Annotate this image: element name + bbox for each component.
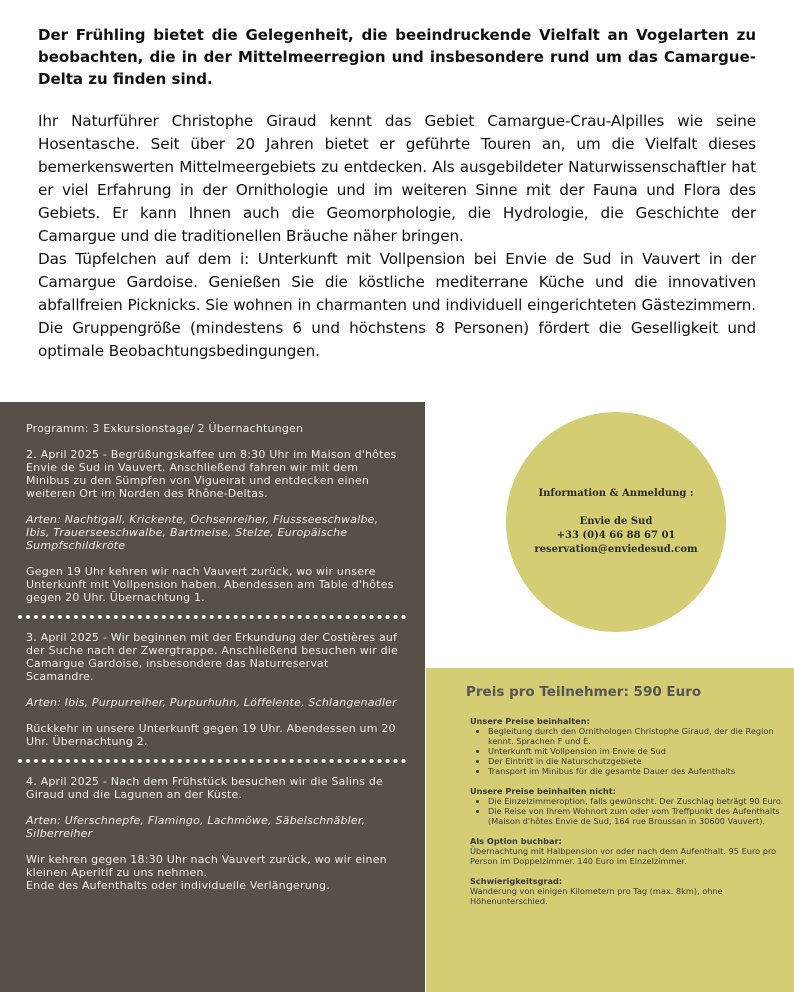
price-box (426, 668, 794, 992)
day1-closing: Gegen 19 Uhr kehren wir nach Vauvert zurück, wo wir unsere Unterkunft mit Vollpension haben. Abendessen am Table d'hôtes gegen 20 Uhr. Übernachtung 1. (26, 565, 394, 604)
dotted-divider (18, 615, 406, 619)
included-heading: Unsere Preise beinhalten: (470, 716, 590, 726)
list-item: • Transport im Minibus für die gesamte Dauer des Aufenthalts (488, 766, 788, 776)
list-item: • Die Einzelzimmeroption, falls gewünscht. Der Zuschlag beträgt 90 Euro. (488, 796, 788, 806)
included-list (488, 726, 788, 776)
excluded-list (488, 796, 788, 826)
difficulty-heading: Schwierigkeitsgrad: (470, 876, 563, 886)
price-details (470, 716, 788, 916)
day3-species: Arten: Uferschnepfe, Flamingo, Lachmöwe, Säbelschnäbler, Silberreiher (26, 814, 366, 840)
contact-phone: +33 (0)4 66 88 67 01 (556, 530, 676, 541)
price-title: Preis pro Teilnehmer: 590 Euro (466, 684, 702, 700)
program-heading: Programm: 3 Exkursionstage/ 2 Übernachtungen (26, 422, 304, 435)
list-item: • Begleitung durch den Ornithologen Christophe Giraud, der die Region kennt. Sprachen F und E. (488, 726, 788, 746)
program-content (26, 422, 398, 892)
dotted-divider (18, 759, 406, 763)
list-item: • Unterkunft mit Vollpension im Envie de Sud (488, 746, 788, 756)
contact-name: Envie de Sud (579, 516, 653, 527)
day2-closing: Rückkehr in unsere Unterkunft gegen 19 Uhr. Abendessen um 20 Uhr. Übernachtung 2. (26, 722, 396, 748)
option-heading: Als Option buchbar: (470, 836, 562, 846)
day2-text: 3. April 2025 - Wir beginnen mit der Erkundung der Costières auf der Suche nach der Zwergtrappe. Anschließend besuchen wir die Camargue Gardoise, insbesondere das Naturreservat Scamandre. (26, 631, 398, 683)
excluded-heading: Unsere Preise beinhalten nicht: (470, 786, 616, 796)
contact-circle (506, 412, 726, 632)
option-text: Übernachtung mit Halbpension vor oder nach dem Aufenthalt. 95 Euro pro Person im Doppelzimmer. 140 Euro im Einzelzimmer. (470, 846, 777, 866)
program-panel (0, 402, 425, 992)
list-item: • Der Eintritt in die Naturschutzgebiete (488, 756, 788, 766)
list-item: • Die Reise von Ihrem Wohnort zum oder vom Treffpunkt des Aufenthalts (Maison d'hôtes Envie de Sud, 164 rue Broussan in 30600 Vauvert). (488, 806, 788, 826)
day1-species: Arten: Nachtigall, Krickente, Ochsenreiher, Flussseeschwalbe, Ibis, Trauerseeschwalbe, Bartmeise, Stelze, Europäische Sumpfschildkröte (26, 513, 379, 552)
contact-heading: Information & Anmeldung : (538, 488, 694, 499)
day1-text: 2. April 2025 - Begrüßungskaffee um 8:30 Uhr im Maison d'hôtes Envie de Sud in Vauvert. Anschließend fahren wir mit dem Minibus zu den Sümpfen von Vigueirat und entdecken einen weiteren Ort im Norden des Rhône-Deltas. (26, 448, 397, 500)
lead-paragraph: Der Frühling bietet die Gelegenheit, die beeindruckende Vielfalt an Vogelarten zu beobachten, die in der Mittelmeerregion und insbesondere rund um das Camargue-Delta zu finden sind. (38, 26, 756, 88)
body-text (38, 110, 756, 363)
accommodation-paragraph: Das Tüpfelchen auf dem i: Unterkunft mit Vollpension bei Envie de Sud in Vauvert in der Camargue Gardoise. Genießen Sie die köstliche mediterrane Küche und die innovativen abfallfreien Picknicks. Sie wohnen in charmanten und individuell eingerichteten Gästezimmern. Die Gruppengröße (mindestens 6 und höchstens 8 Personen) fördert die Geselligkeit und optimale Beobachtungsbedingungen. (38, 250, 756, 360)
day3-closing: Wir kehren gegen 18:30 Uhr nach Vauvert zurück, wo wir einen kleinen Aperitif zu uns nehmen. (26, 853, 387, 879)
intro-section (38, 24, 756, 363)
contact-email: reservation@enviedesud.com (534, 544, 698, 555)
day3-closing-2: Ende des Aufenthalts oder individuelle Verlängerung. (26, 879, 330, 892)
day3-text: 4. April 2025 - Nach dem Frühstück besuchen wir die Salins de Giraud und die Lagunen an der Küste. (26, 775, 384, 801)
guide-paragraph: Ihr Naturführer Christophe Giraud kennt das Gebiet Camargue-Crau-Alpilles wie seine Hosentasche. Seit über 20 Jahren bietet er geführte Touren an, um die Vielfalt dieses bemerkenswerten Mittelmeergebiets zu entdecken. Als ausgebildeter Naturwissenschaftler hat er viel Erfahrung in der Ornithologie und im weiteren Sinne mit der Fauna und Flora des Gebiets. Er kann Ihnen auch die Geomorphologie, die Hydrologie, die Geschichte der Camargue und die traditionellen Bräuche näher bringen. (38, 112, 756, 245)
difficulty-text: Wanderung von einigen Kilometern pro Tag (max. 8km), ohne Höhenunterschied. (470, 886, 723, 906)
day2-species: Arten: Ibis, Purpurreiher, Purpurhuhn, Löffelente, Schlangenadler (26, 696, 397, 709)
